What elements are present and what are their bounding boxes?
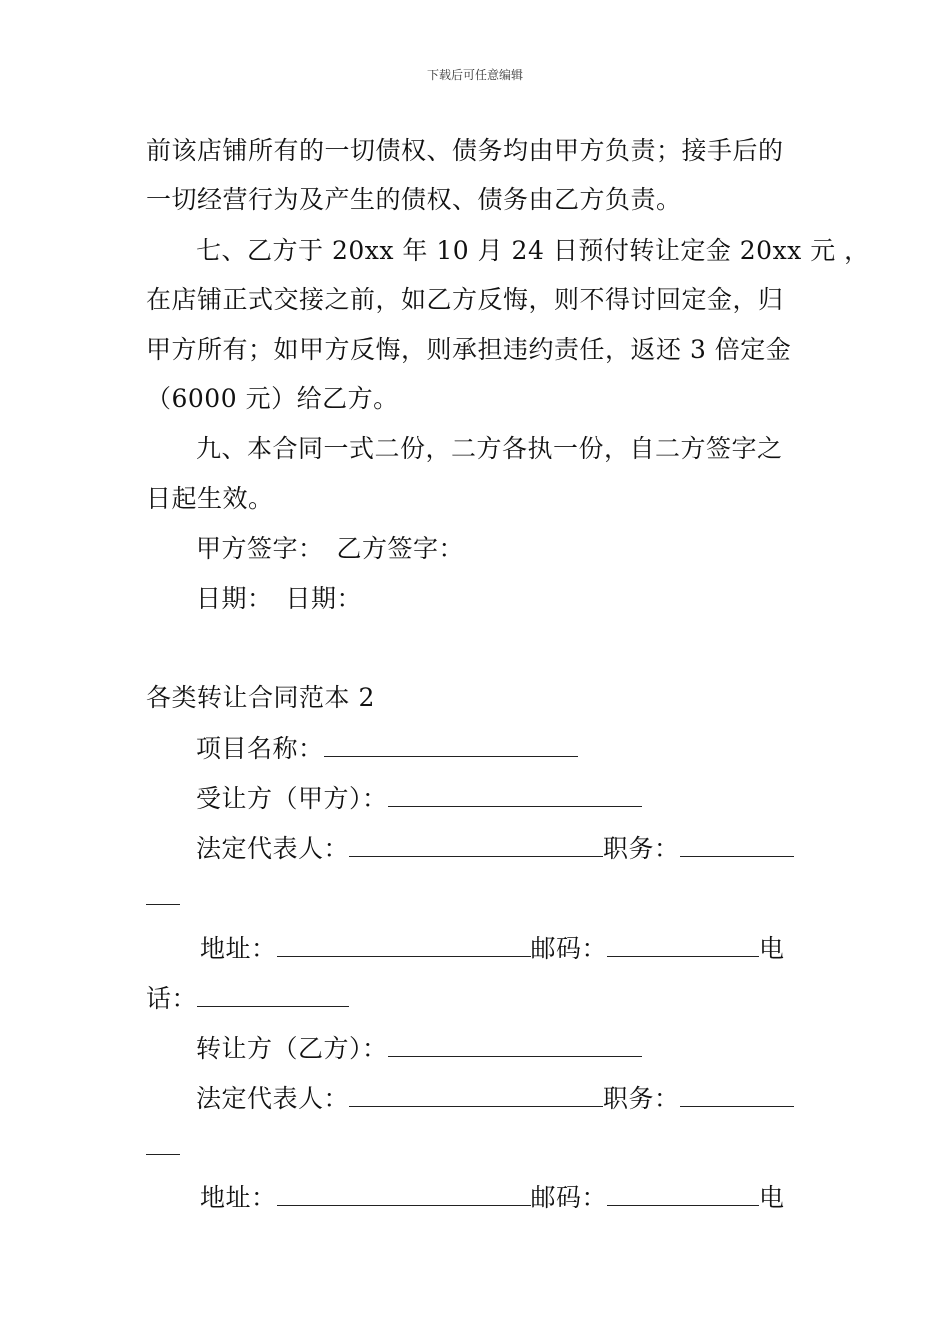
address-row-2 [200,1181,785,1213]
postcode-blank[interactable] [607,1181,759,1206]
project-name-row [196,732,578,764]
project-name-blank[interactable] [324,732,578,757]
clause-seven-line: 七、乙方于 20xx 年 10 月 24 日预付转让定金 20xx 元 ， [196,236,870,265]
assignee-blank[interactable] [388,782,642,807]
phone-blank[interactable] [197,982,349,1007]
address-label: 地址： [200,934,277,963]
paragraph-line: 甲方所有；如甲方反悔，则承担违约责任，返还 3 倍定金 [146,335,792,364]
position-label: 职务： [603,1084,680,1113]
postcode-blank[interactable] [607,932,759,957]
signature-line: 甲方签字： 乙方签字： [196,534,465,563]
position-label: 职务： [603,834,680,863]
postcode-label: 邮码： [530,934,608,963]
position-blank-continuation [146,1130,180,1162]
page-header-note: 下载后可任意编辑 [426,68,523,82]
paragraph-line: 前该店铺所有的一切债权、债务均由甲方负责；接手后的 [146,136,784,165]
assignee-label: 受让方（甲方）： [196,784,388,813]
paragraph-line: （6000 元）给乙方。 [146,384,399,413]
assignor-row [196,1032,642,1064]
position-blank[interactable] [680,832,794,857]
position-blank[interactable] [680,1082,794,1107]
paragraph-line: 日起生效。 [146,484,274,513]
assignor-blank[interactable] [388,1032,642,1057]
legal-rep-row-2 [196,1082,794,1114]
postcode-label: 邮码： [530,1183,608,1212]
position-blank-tail[interactable] [146,1130,180,1155]
phone-label-part: 话： [146,984,198,1013]
project-name-label: 项目名称： [196,734,324,763]
phone-label-part: 电 [759,934,785,963]
legal-rep-label: 法定代表人： [196,1084,350,1113]
section-title: 各类转让合同范本 2 [146,683,375,712]
address-blank[interactable] [277,932,531,957]
paragraph-line: 在店铺正式交接之前，如乙方反悔，则不得讨回定金，归 [146,285,784,314]
position-blank-tail[interactable] [146,880,180,905]
clause-nine-line: 九、本合同一式二份，二方各执一份，自二方签字之 [196,434,783,463]
assignor-label: 转让方（乙方）： [196,1034,388,1063]
address-blank[interactable] [277,1181,531,1206]
paragraph-line: 一切经营行为及产生的债权、债务由乙方负责。 [146,185,682,214]
legal-rep-blank[interactable] [349,1082,603,1107]
phone-label-part: 电 [759,1183,785,1212]
position-blank-continuation [146,880,180,912]
address-label: 地址： [200,1183,277,1212]
legal-rep-row [196,832,794,864]
legal-rep-label: 法定代表人： [196,834,350,863]
address-row [200,932,785,964]
assignee-row [196,782,642,814]
legal-rep-blank[interactable] [349,832,603,857]
date-line: 日期： 日期： [196,584,363,613]
phone-row [146,982,349,1014]
